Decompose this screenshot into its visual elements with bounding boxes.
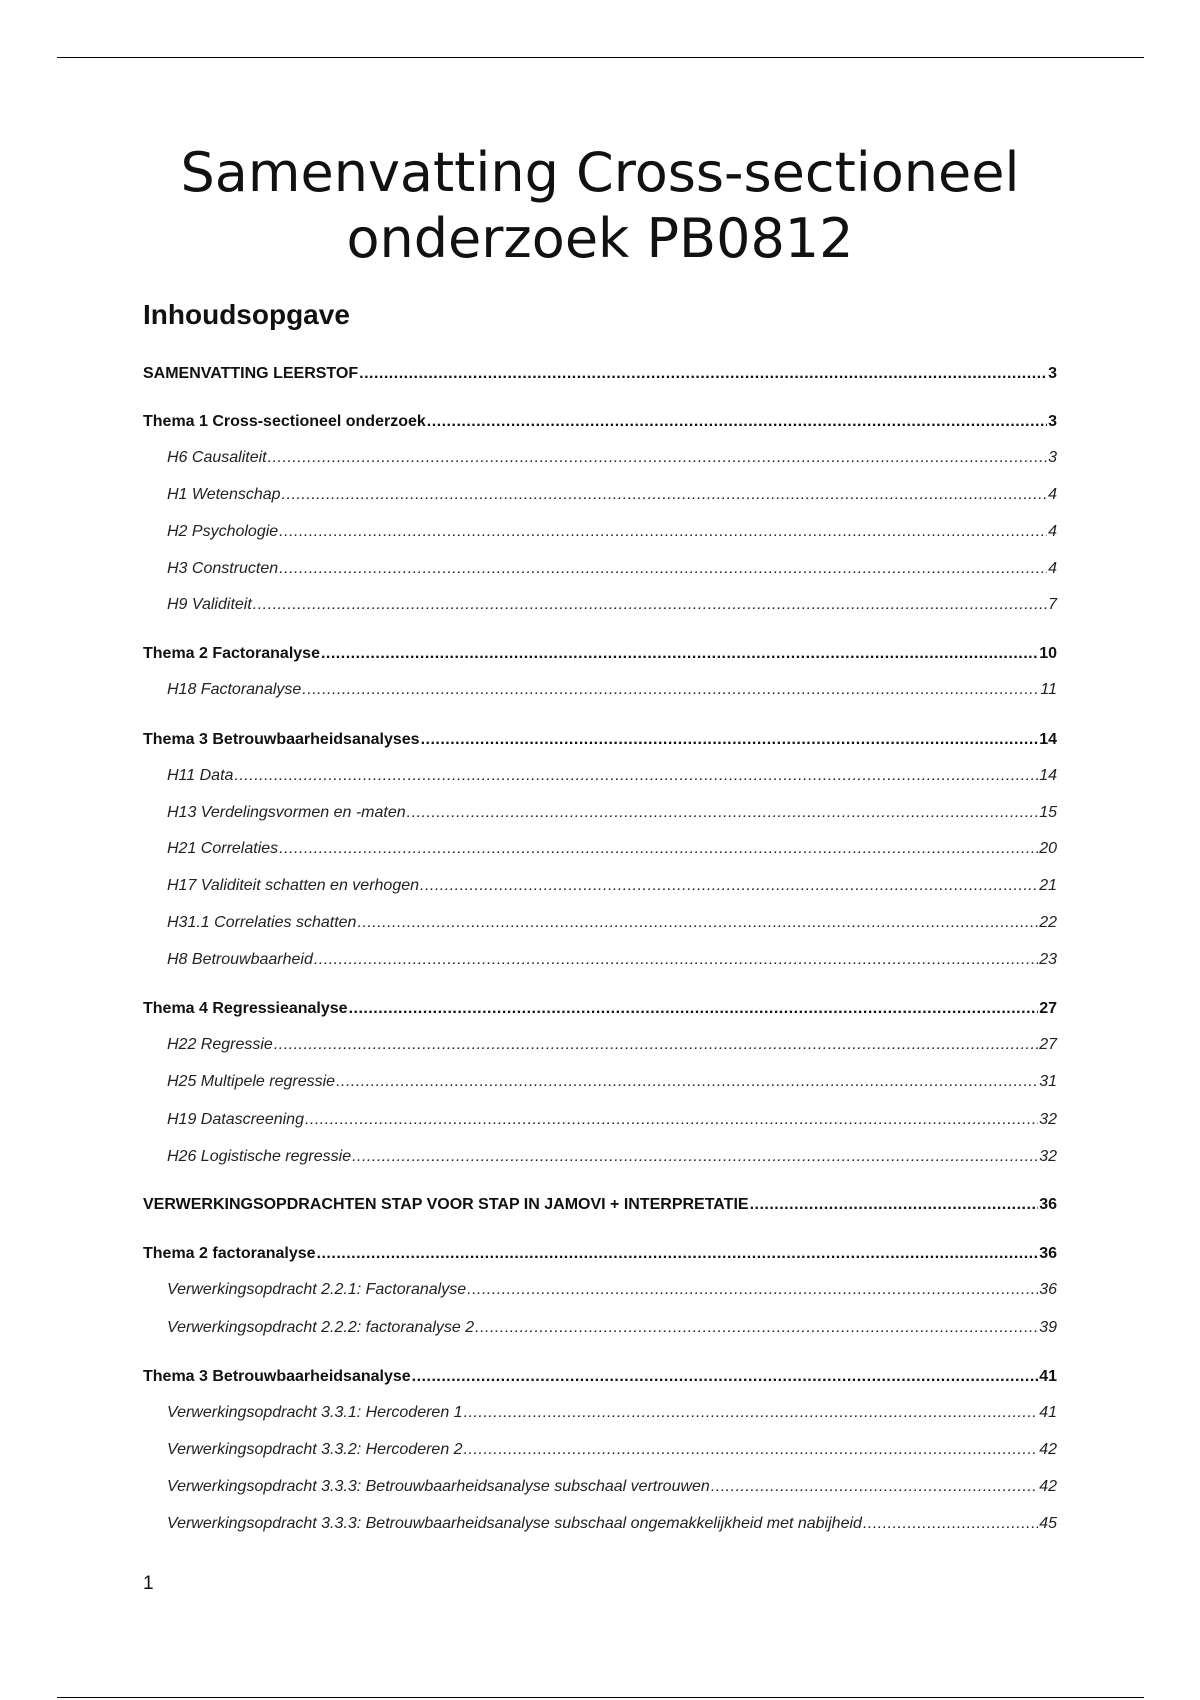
- toc-entry-text: H19 Datascreening: [167, 1111, 304, 1128]
- toc-leader: [427, 411, 1047, 433]
- toc-entry-text: H21 Correlaties: [167, 840, 279, 857]
- toc-entry-text: H9 Validiteit: [167, 596, 252, 613]
- toc-entry-text: Verwerkingsopdracht 3.3.3: Betrouwbaarheidsanalyse subschaal vertrouwen: [167, 1478, 710, 1495]
- toc-leader: [750, 1194, 1039, 1216]
- toc-entry-page: 3: [1048, 413, 1057, 430]
- toc-entry-page: 4: [1048, 560, 1057, 577]
- toc-entry-page: 45: [1039, 1515, 1057, 1532]
- toc-leader: [279, 521, 1047, 543]
- toc-entry-page: 4: [1048, 486, 1057, 503]
- toc-entry-page: 21: [1039, 877, 1057, 894]
- toc-entry-text: H2 Psychologie: [167, 523, 279, 540]
- toc-entry-page: 14: [1039, 731, 1057, 748]
- toc-entry[interactable]: [167, 1034, 1057, 1056]
- toc-leader: [279, 558, 1047, 580]
- toc-leader: [863, 1513, 1038, 1535]
- toc-entry[interactable]: [143, 729, 1057, 751]
- toc-entry-text: Verwerkingsopdracht 3.3.3: Betrouwbaarheidsanalyse subschaal ongemakkelijkheid met nabijheid: [167, 1515, 862, 1532]
- toc-entry-page: 32: [1039, 1111, 1057, 1128]
- toc-leader: [464, 1439, 1039, 1461]
- toc-entry-page: 42: [1039, 1478, 1057, 1495]
- toc-leader: [253, 594, 1047, 616]
- toc-entry-text: H22 Regressie: [167, 1036, 273, 1053]
- toc-entry-page: 27: [1039, 1000, 1057, 1017]
- document-title-line-1: Samenvatting Cross-sectioneel: [180, 141, 1020, 204]
- toc-entry-page: 3: [1048, 449, 1057, 466]
- toc-entry-page: 4: [1048, 523, 1057, 540]
- toc-entry[interactable]: [143, 1243, 1057, 1265]
- toc-entry[interactable]: [167, 875, 1057, 897]
- toc-entry-text: H18 Factoranalyse: [167, 681, 302, 698]
- toc-entry-text: Thema 2 Factoranalyse: [143, 645, 320, 662]
- toc-entry-text: H31.1 Correlaties schatten: [167, 914, 357, 931]
- toc-entry[interactable]: [167, 765, 1057, 787]
- toc-entry-page: 31: [1039, 1073, 1057, 1090]
- toc-entry[interactable]: [167, 1109, 1057, 1131]
- toc-entry[interactable]: [167, 484, 1057, 506]
- toc-leader: [407, 802, 1039, 824]
- footer-rule: [57, 1697, 1144, 1698]
- toc-leader: [317, 1243, 1039, 1265]
- toc-leader: [359, 363, 1047, 385]
- toc-leader: [352, 1146, 1038, 1168]
- toc-leader: [336, 1071, 1038, 1093]
- toc-entry[interactable]: [167, 1402, 1057, 1424]
- toc-entry[interactable]: [167, 1513, 1057, 1535]
- toc-entry[interactable]: [167, 1439, 1057, 1461]
- toc-entry-text: Verwerkingsopdracht 3.3.1: Hercoderen 1: [167, 1404, 463, 1421]
- toc-entry-page: 10: [1039, 645, 1057, 662]
- toc-entry[interactable]: [143, 363, 1057, 385]
- toc-entry-page: 39: [1039, 1319, 1057, 1336]
- toc-leader: [321, 643, 1038, 665]
- toc-entry-text: Thema 3 Betrouwbaarheidsanalyse: [143, 1368, 411, 1385]
- toc-entry[interactable]: [167, 679, 1057, 701]
- toc-entry-text: Verwerkingsopdracht 2.2.1: Factoranalyse: [167, 1281, 467, 1298]
- toc-entry[interactable]: [167, 594, 1057, 616]
- toc-entry[interactable]: [143, 643, 1057, 665]
- toc-entry-text: H8 Betrouwbaarheid: [167, 951, 313, 968]
- toc-leader: [274, 1034, 1038, 1056]
- toc-leader: [711, 1476, 1038, 1498]
- toc-entry-text: H3 Constructen: [167, 560, 279, 577]
- toc-entry[interactable]: [167, 1279, 1057, 1301]
- toc-entry[interactable]: [143, 1366, 1057, 1388]
- toc-leader: [357, 912, 1038, 934]
- toc-entry[interactable]: [167, 802, 1057, 824]
- toc-leader: [420, 875, 1038, 897]
- toc-entry-page: 32: [1039, 1148, 1057, 1165]
- toc-entry-text: H17 Validiteit schatten en verhogen: [167, 877, 420, 894]
- toc-entry[interactable]: [167, 521, 1057, 543]
- toc-leader: [302, 679, 1039, 701]
- toc-entry-text: Verwerkingsopdracht 3.3.2: Hercoderen 2: [167, 1441, 463, 1458]
- toc-entry-page: 36: [1039, 1245, 1057, 1262]
- toc-entry-text: H13 Verdelingsvormen en -maten: [167, 804, 406, 821]
- toc-leader: [282, 484, 1048, 506]
- toc-entry-text: Verwerkingsopdracht 2.2.2: factoranalyse 2: [167, 1319, 475, 1336]
- toc-leader: [475, 1317, 1038, 1339]
- toc-leader: [234, 765, 1038, 787]
- toc-leader: [349, 998, 1039, 1020]
- toc-entry-page: 23: [1039, 951, 1057, 968]
- toc-heading: Inhoudsopgave: [143, 299, 350, 330]
- toc-entry[interactable]: [167, 838, 1057, 860]
- toc-entry-page: 7: [1048, 596, 1057, 613]
- toc-entry-page: 41: [1039, 1404, 1057, 1421]
- document-title-line-2: onderzoek PB0812: [346, 207, 854, 270]
- toc-leader: [268, 447, 1047, 469]
- toc-entry-page: 22: [1039, 914, 1057, 931]
- toc-entry[interactable]: [167, 447, 1057, 469]
- toc-entry-page: 14: [1039, 767, 1057, 784]
- toc-entry-text: Thema 3 Betrouwbaarheidsanalyses: [143, 731, 420, 748]
- toc-entry[interactable]: [167, 558, 1057, 580]
- toc-entry-text: Thema 1 Cross-sectioneel onderzoek: [143, 413, 426, 430]
- toc-entry-page: 41: [1039, 1368, 1057, 1385]
- toc-entry-text: SAMENVATTING LEERSTOF: [143, 365, 359, 382]
- toc-entry-text: Thema 4 Regressieanalyse: [143, 1000, 348, 1017]
- toc-entry-page: 42: [1039, 1441, 1057, 1458]
- toc-entry-page: 11: [1040, 681, 1057, 698]
- toc-leader: [314, 949, 1038, 971]
- toc-entry[interactable]: [167, 1317, 1057, 1339]
- toc-entry-page: 3: [1048, 365, 1057, 382]
- toc-leader: [279, 838, 1038, 860]
- toc-entry-text: H11 Data: [167, 767, 234, 784]
- toc-entry-text: Thema 2 factoranalyse: [143, 1245, 316, 1262]
- toc-leader: [412, 1366, 1039, 1388]
- toc-entry-page: 36: [1039, 1281, 1057, 1298]
- page-number: 1: [143, 1573, 154, 1594]
- toc-entry-page: 36: [1039, 1196, 1057, 1213]
- toc-leader: [305, 1109, 1038, 1131]
- toc-entry-page: 20: [1039, 840, 1057, 857]
- toc-leader: [467, 1279, 1038, 1301]
- toc-entry-text: H6 Causaliteit: [167, 449, 267, 466]
- toc-entry[interactable]: [167, 1071, 1057, 1093]
- toc-entry[interactable]: [143, 411, 1057, 433]
- toc-entry[interactable]: [167, 1476, 1057, 1498]
- toc-entry-page: 15: [1039, 804, 1057, 821]
- toc-entry[interactable]: [167, 912, 1057, 934]
- toc-entry-text: H1 Wetenschap: [167, 486, 281, 503]
- toc-entry[interactable]: [143, 1194, 1057, 1216]
- toc-entry[interactable]: [167, 1146, 1057, 1168]
- toc-entry[interactable]: [143, 998, 1057, 1020]
- toc-entry-text: VERWERKINGSOPDRACHTEN STAP VOOR STAP IN JAMOVI + INTERPRETATIE: [143, 1196, 749, 1213]
- toc-leader: [464, 1402, 1039, 1424]
- toc-entry-text: H26 Logistische regressie: [167, 1148, 352, 1165]
- toc-entry-text: H25 Multipele regressie: [167, 1073, 336, 1090]
- toc-leader: [421, 729, 1039, 751]
- toc-entry[interactable]: [167, 949, 1057, 971]
- toc-entry-page: 27: [1039, 1036, 1057, 1053]
